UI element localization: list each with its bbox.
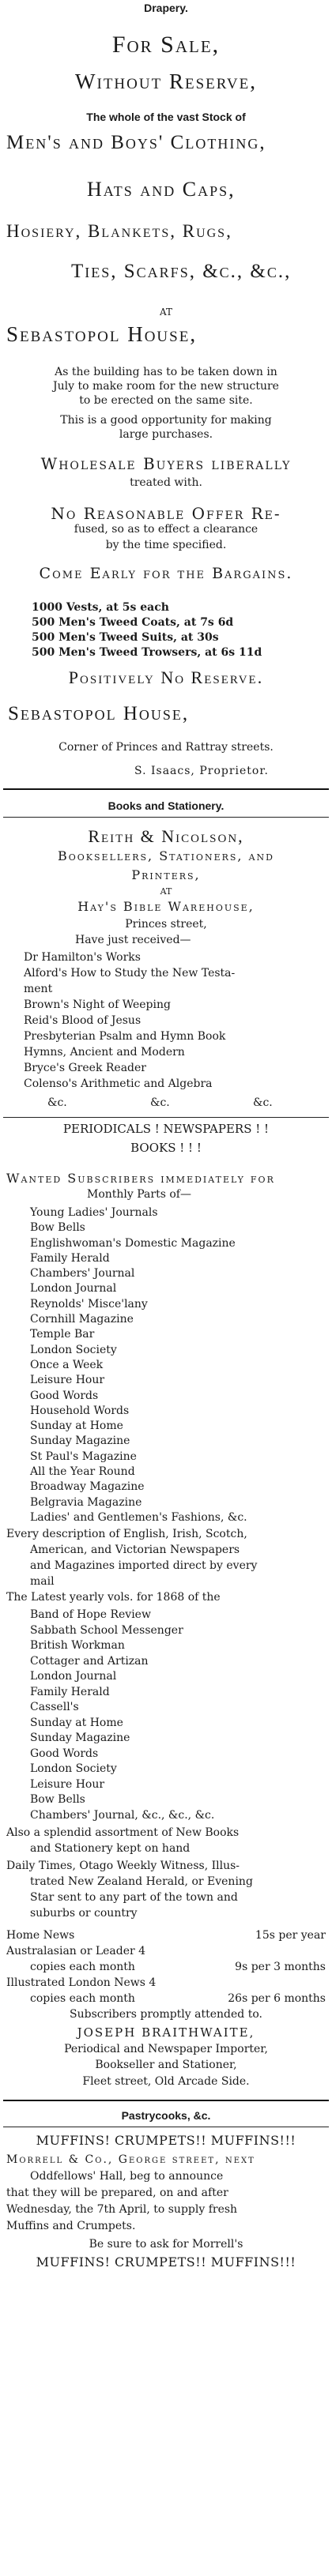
come-early-line: Come Early for the Bargains. <box>39 565 293 582</box>
subscribers-line: Subscribers promptly attended to. <box>70 2008 262 2021</box>
warehouse-street: Princes street, <box>125 918 207 931</box>
price-row: Illustrated London News 4 <box>6 1976 157 1989</box>
list-item: Band of Hope Review <box>30 1608 151 1621</box>
list-item: Young Ladies' Journals <box>30 1206 158 1219</box>
price-row: copies each month 9s per 3 months <box>30 1961 326 1973</box>
price-row: Australasian or Leader 4 <box>6 1945 146 1957</box>
proprietor-name: JOSEPH BRAITHWAITE, <box>77 2025 255 2040</box>
for-sale-heading: For Sale, <box>111 32 221 58</box>
list-item: Good Words <box>30 1747 99 1760</box>
muffins-banner-footer: MUFFINS! CRUMPETS!! MUFFINS!!! <box>36 2254 296 2270</box>
list-item: Chambers' Journal <box>30 1267 135 1280</box>
price-item: 500 Men's Tweed Trowsers, at 6s 11d <box>32 646 262 659</box>
list-item: Sunday Magazine <box>30 1435 130 1448</box>
list-item: Sunday Magazine <box>30 1732 130 1744</box>
divider <box>3 1117 329 1118</box>
list-item: London Journal <box>30 1282 117 1296</box>
warehouse-name: Hay's Bible Warehouse, <box>77 899 255 914</box>
list-item: Reid's Blood of Jesus <box>24 1014 141 1027</box>
received-line: Have just received— <box>75 934 191 946</box>
list-item: Cottager and Artizan <box>30 1654 149 1668</box>
list-item: British Workman <box>30 1639 125 1652</box>
price-item: 1000 Vests, at 5s each <box>32 601 169 614</box>
list-item: Good Words <box>30 1389 99 1402</box>
mens-clothing-line: Men's and Boys' Clothing, <box>6 132 266 153</box>
list-item: Colenso's Arithmetic and Algebra <box>24 1077 213 1090</box>
list-item: Englishwoman's Domestic Magazine <box>30 1236 236 1250</box>
list-item: Sabbath School Messenger <box>30 1623 183 1637</box>
at-label: AT <box>159 306 172 318</box>
section-heading-pastry: Pastrycooks, &c. <box>121 2109 211 2122</box>
firm-trade-line: Booksellers, Stationers, and <box>58 848 274 863</box>
divider <box>3 2100 329 2101</box>
price-row: Home News 15s per year <box>6 1929 326 1942</box>
book-list <box>24 950 332 1092</box>
proprietor-address: Fleet street, Old Arcade Side. <box>82 2075 250 2088</box>
be-sure-line: Be sure to ask for Morrell's <box>89 2238 243 2251</box>
sebastopol-house-heading: Sebastopol House, <box>6 322 198 346</box>
etc-mark: &c. <box>47 1096 67 1109</box>
monthly-parts-line: Monthly Parts of— <box>87 1188 191 1201</box>
list-item: Cassell's <box>30 1701 79 1713</box>
section-heading-drapery: Drapery. <box>144 2 188 14</box>
list-item: Household Words <box>30 1404 130 1417</box>
yearly-vols-list <box>30 1608 332 1823</box>
price-item: 500 Men's Tweed Coats, at 7s 6d <box>32 616 234 629</box>
no-offer-notice: No Reasonable Offer Re- fused, so as to effect a clearance by the time specified. <box>51 504 281 551</box>
proprietor-role: Periodical and Newspaper Importer, <box>64 2043 268 2055</box>
list-item: Bow Bells <box>30 1221 85 1235</box>
positively-line: Positively No Reserve. <box>68 668 264 687</box>
building-notice: As the building has to be taken down in July to make room for the new structure to be erected on the same site. <box>53 366 279 407</box>
list-item: Leisure Hour <box>30 1777 105 1791</box>
list-item: Alford's How to Study the New Testa- <box>24 967 236 980</box>
hats-caps-line: Hats and Caps, <box>87 178 236 201</box>
list-item: Family Herald <box>30 1251 110 1265</box>
without-reserve-heading: Without Reserve, <box>75 70 257 93</box>
stock-intro: The whole of the vast Stock of <box>86 111 246 123</box>
list-item: Sunday at Home <box>30 1420 123 1433</box>
ties-scarfs-line: Ties, Scarfs, &c., &c., <box>71 261 292 282</box>
subscription-prices <box>6 1927 326 2006</box>
list-item: Dr Hamilton's Works <box>24 951 141 964</box>
list-item: Sunday at Home <box>30 1716 123 1729</box>
morrell-notice: Morrell & Co., George street, next Oddfellows' Hall, beg to announce that they will be prepared, on and after Wednesday, the 7th April, to supply fresh Muffins and Crumpets. <box>6 2153 255 2232</box>
list-item: Chambers' Journal, &c., &c., &c. <box>30 1808 215 1822</box>
price-row: copies each month 26s per 6 months <box>30 1992 326 2005</box>
firm-name: Reith & Nicolson, <box>88 826 244 846</box>
list-item: Broadway Magazine <box>30 1480 145 1494</box>
list-item: Brown's Night of Weeping <box>24 998 171 1011</box>
list-item: Hymns, Ancient and Modern <box>24 1046 185 1059</box>
periodical-list <box>30 1205 332 1525</box>
periodicals-heading: PERIODICALS ! NEWSPAPERS ! ! <box>62 1122 270 1136</box>
list-item: Ladies' and Gentlemen's Fashions, &c. <box>30 1510 247 1524</box>
list-item: Leisure Hour <box>30 1374 105 1387</box>
list-item: London Society <box>30 1343 117 1356</box>
list-item: Temple Bar <box>30 1328 95 1341</box>
divider <box>3 788 329 790</box>
wanted-line: Wanted Subscribers immediately for <box>6 1171 275 1186</box>
opportunity-notice: This is a good opportunity for making large purchases. <box>60 414 272 441</box>
list-item: All the Year Round <box>30 1465 135 1479</box>
delivery-notice: Daily Times, Otago Weekly Witness, Illus- trated New Zealand Herald, or Evening Star sent to any part of the town and suburbs or country <box>6 1860 253 1920</box>
wholesale-notice: Wholesale Buyers liberally treated with. <box>40 454 292 489</box>
etc-mark: &c. <box>150 1096 170 1109</box>
list-item: Belgravia Magazine <box>30 1495 142 1509</box>
list-item: London Society <box>30 1762 117 1775</box>
proprietor-role: Bookseller and Stationer, <box>95 2059 237 2071</box>
list-item: London Journal <box>30 1670 117 1683</box>
at-label-books: AT <box>160 886 172 897</box>
list-item: Bryce's Greek Reader <box>24 1062 146 1074</box>
list-item: Bow Bells <box>30 1793 85 1806</box>
etc-mark: &c. <box>253 1096 273 1109</box>
list-item: ment <box>24 983 53 995</box>
list-item: Cornhill Magazine <box>30 1313 134 1326</box>
import-notice: Every description of English, Irish, Scotch, American, and Victorian Newspapers and Magazines imported direct by every mail <box>6 1528 258 1588</box>
section-heading-books: Books and Stationery. <box>108 799 224 812</box>
divider <box>3 817 329 818</box>
proprietor-signature: S. Isaacs, Proprietor. <box>134 765 269 777</box>
hosiery-line: Hosiery, Blankets, Rugs, <box>6 221 232 241</box>
firm-printers-line: Printers, <box>131 867 201 882</box>
list-item: Presbyterian Psalm and Hymn Book <box>24 1030 226 1043</box>
sebastopol-house-footer: Sebastopol House, <box>8 703 190 724</box>
price-item: 500 Men's Tweed Suits, at 30s <box>32 631 219 644</box>
assortment-notice: Also a splendid assortment of New Books and Stationery kept on hand <box>6 1826 240 1855</box>
list-item: St Paul's Magazine <box>30 1450 137 1463</box>
muffins-banner: MUFFINS! CRUMPETS!! MUFFINS!!! <box>36 2133 296 2148</box>
list-item: Once a Week <box>30 1358 104 1371</box>
list-item: Reynolds' Misce'lany <box>30 1297 148 1311</box>
list-item: Family Herald <box>30 1685 110 1698</box>
corner-address: Corner of Princes and Rattray streets. <box>58 741 274 754</box>
books-subheading: BOOKS ! ! ! <box>130 1141 202 1155</box>
price-list <box>32 600 332 660</box>
yearly-vols-line: The Latest yearly vols. for 1868 of the <box>6 1591 221 1604</box>
